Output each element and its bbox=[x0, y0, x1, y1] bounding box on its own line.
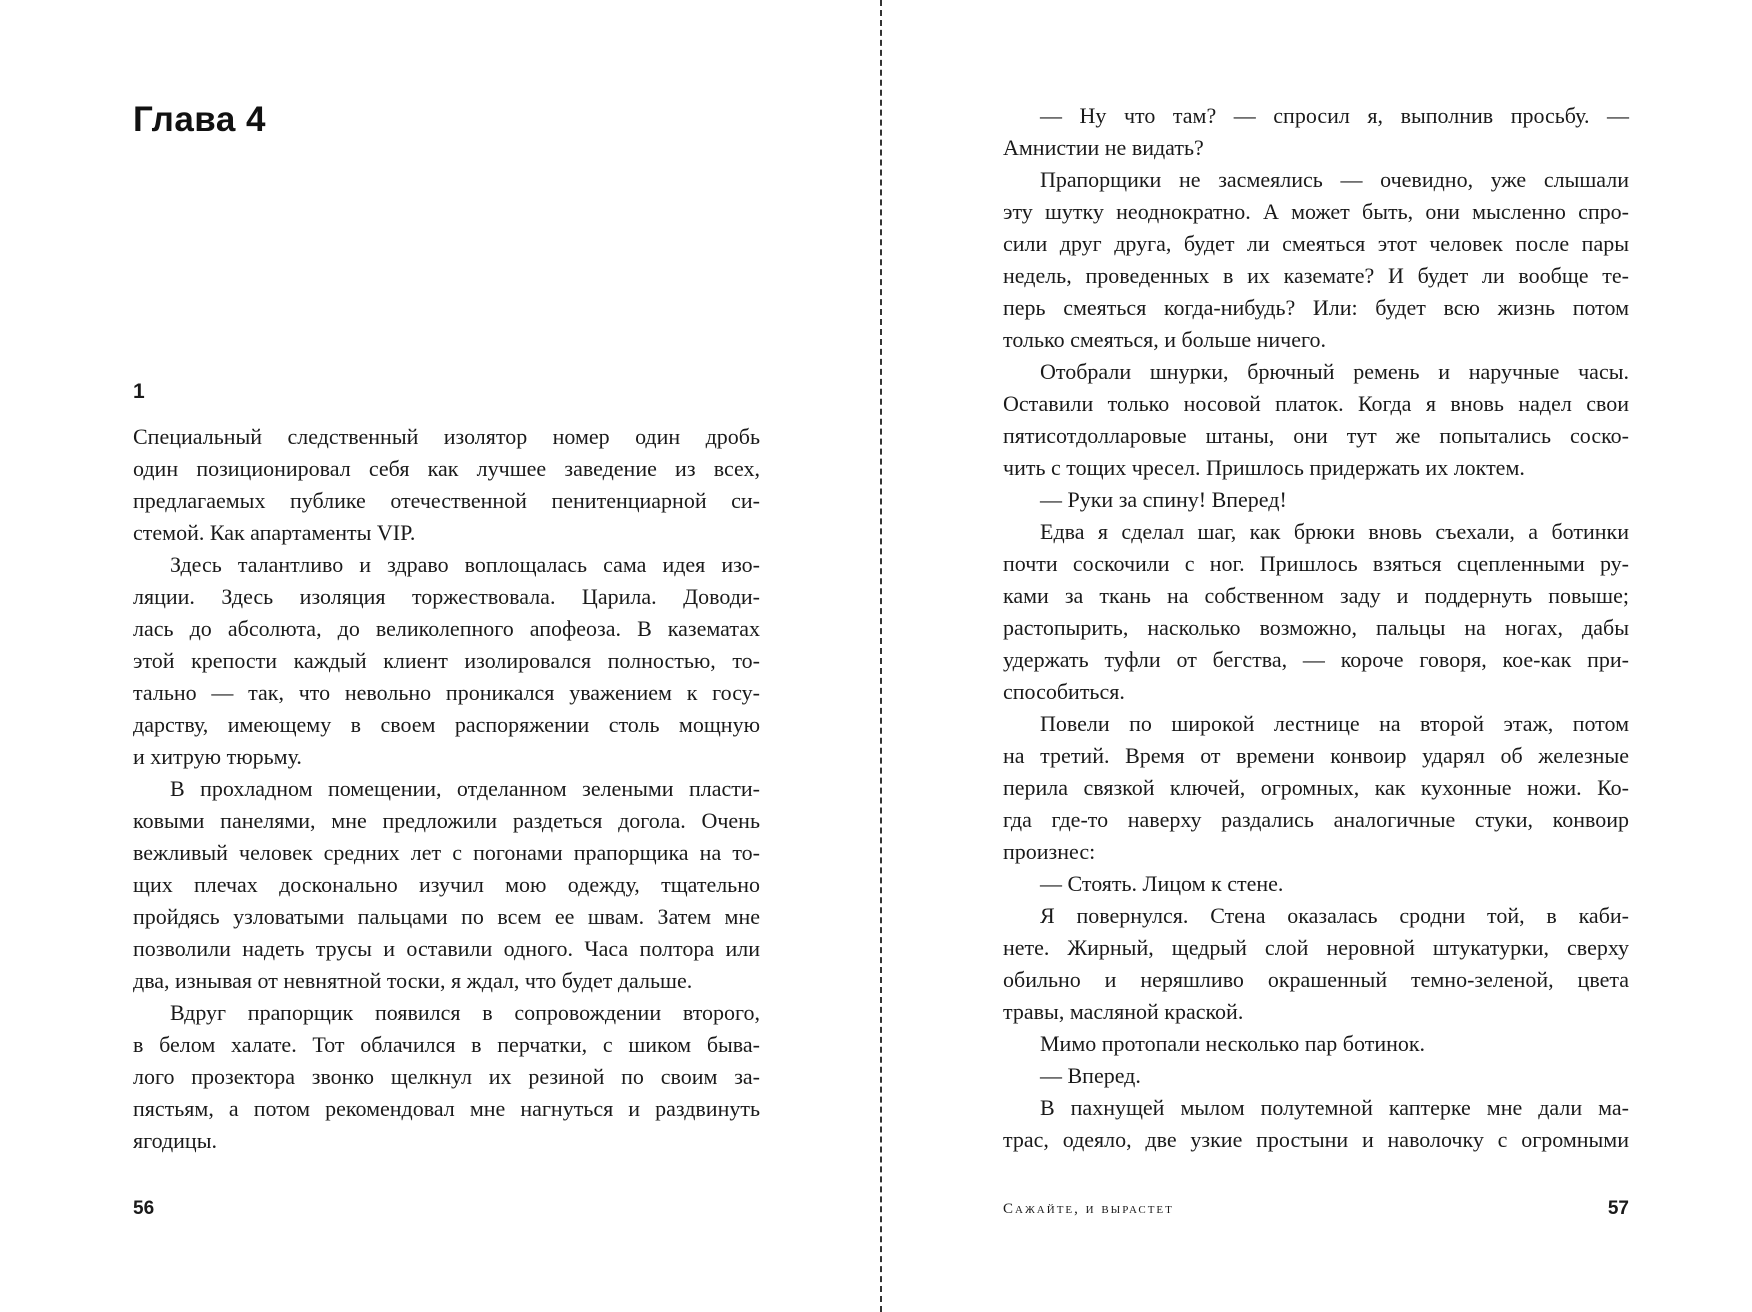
text-line: перь смеяться когда-нибудь? Или: будет всю жизнь потом bbox=[1003, 295, 1629, 320]
paragraph bbox=[1003, 1028, 1629, 1060]
text-line: Амнистии не видать? bbox=[1003, 135, 1204, 160]
text-line: Едва я сделал шаг, как брюки вновь съехали, а ботинки bbox=[1040, 519, 1629, 544]
text-line: дарству, имеющему в своем распоряжении столь мощную bbox=[133, 712, 760, 737]
text-line: стемой. Как апартаменты VIP. bbox=[133, 520, 416, 545]
text-line: Я повернулся. Стена оказалась сродни той, в каби- bbox=[1040, 903, 1629, 928]
text-line: пятисотдолларовые штаны, они тут же попытались соско- bbox=[1003, 423, 1629, 448]
paragraph bbox=[1003, 484, 1629, 516]
text-line: — Стоять. Лицом к стене. bbox=[1040, 871, 1284, 896]
text-line: лого прозектора звонко щелкнул их резиной по своим за- bbox=[133, 1064, 760, 1089]
paragraph bbox=[1003, 100, 1629, 164]
paragraph bbox=[133, 549, 760, 773]
text-line: Здесь талантливо и здраво воплощалась сама идея изо- bbox=[170, 552, 760, 577]
text-line: эту шутку неоднократно. А может быть, они мысленно спро- bbox=[1003, 199, 1629, 224]
text-line: Мимо протопали несколько пар ботинок. bbox=[1040, 1031, 1426, 1056]
paragraph bbox=[1003, 164, 1629, 356]
text-line: ковыми панелями, мне предложили раздеться догола. Очень bbox=[133, 808, 760, 833]
paragraph bbox=[133, 773, 760, 997]
page-spread-divider bbox=[880, 0, 882, 1312]
right-page bbox=[1003, 0, 1629, 1312]
text-line: чить с тощих чресел. Пришлось придержать их локтем. bbox=[1003, 455, 1525, 480]
text-line: в белом халате. Тот облачился в перчатки, с шиком быва- bbox=[133, 1032, 760, 1057]
text-line: позволили надеть трусы и оставили одного. Часа полтора или bbox=[133, 936, 760, 961]
text-line: Специальный следственный изолятор номер один дробь bbox=[133, 424, 760, 449]
text-line: сили друг друга, будет ли смеяться этот человек после пары bbox=[1003, 231, 1629, 256]
paragraph bbox=[1003, 900, 1629, 1028]
text-line: два, изнывая от невнятной тоски, я ждал, что будет дальше. bbox=[133, 968, 693, 993]
text-line: В прохладном помещении, отделанном зелеными пласти- bbox=[170, 776, 760, 801]
text-line: Оставили только носовой платок. Когда я вновь надел свои bbox=[1003, 391, 1629, 416]
text-line: пройдясь узловатыми пальцами по всем ее швам. Затем мне bbox=[133, 904, 760, 929]
text-line: лась до абсолюта, до великолепного апофеоза. В казематах bbox=[133, 616, 760, 641]
left-page-body bbox=[133, 421, 760, 1157]
text-line: один позиционировал себя как лучшее заведение из всех, bbox=[133, 456, 760, 481]
text-line: произнес: bbox=[1003, 839, 1096, 864]
text-line: недель, проведенных в их каземате? И будет ли вообще те- bbox=[1003, 263, 1629, 288]
paragraph bbox=[1003, 516, 1629, 708]
text-line: удержать туфли от бегства, — короче говоря, кое-как при- bbox=[1003, 647, 1629, 672]
running-head: Сажайте, и вырастет bbox=[1003, 1201, 1174, 1217]
text-line: Отобрали шнурки, брючный ремень и наручные часы. bbox=[1040, 359, 1629, 384]
text-line: нете. Жирный, щедрый слой неровной штукатурки, сверху bbox=[1003, 935, 1629, 960]
section-number: 1 bbox=[133, 380, 145, 403]
right-page-body bbox=[1003, 100, 1629, 1156]
paragraph bbox=[133, 421, 760, 549]
page-number-left: 56 bbox=[133, 1198, 155, 1219]
text-line: Повели по широкой лестнице на второй этаж, потом bbox=[1040, 711, 1629, 736]
text-line: трас, одеяло, две узкие простыни и наволочку с огромными bbox=[1003, 1127, 1629, 1152]
text-line: способиться. bbox=[1003, 679, 1125, 704]
text-line: В пахнущей мылом полутемной каптерке мне дали ма- bbox=[1040, 1095, 1629, 1120]
paragraph bbox=[1003, 708, 1629, 868]
text-line: тально — так, что невольно проникался уважением к госу- bbox=[133, 680, 760, 705]
text-line: на третий. Время от времени конвоир ударял об железные bbox=[1003, 743, 1629, 768]
text-line: перила связкой ключей, огромных, как кухонные ножи. Ко- bbox=[1003, 775, 1629, 800]
left-page bbox=[133, 0, 760, 1312]
page-number-right: 57 bbox=[1607, 1198, 1629, 1219]
paragraph bbox=[1003, 1060, 1629, 1092]
text-line: предлагаемых публике отечественной пенитенциарной си- bbox=[133, 488, 760, 513]
text-line: ляции. Здесь изоляция торжествовала. Царила. Доводи- bbox=[133, 584, 760, 609]
text-line: — Ну что там? — спросил я, выполнив просьбу. — bbox=[1040, 103, 1629, 128]
text-line: пястьям, а потом рекомендовал мне нагнуться и раздвинуть bbox=[133, 1096, 760, 1121]
text-line: только смеяться, и больше ничего. bbox=[1003, 327, 1326, 352]
text-line: Прапорщики не засмеялись — очевидно, уже слышали bbox=[1040, 167, 1629, 192]
paragraph bbox=[1003, 868, 1629, 900]
text-line: гда где-то наверху раздались аналогичные стуки, конвоир bbox=[1003, 807, 1629, 832]
text-line: и хитрую тюрьму. bbox=[133, 744, 302, 769]
text-line: ками за ткань на собственном заду и поддернуть повыше; bbox=[1003, 583, 1629, 608]
text-line: обильно и неряшливо окрашенный темно-зеленой, цвета bbox=[1003, 967, 1629, 992]
text-line: растопырить, насколько возможно, пальцы на ногах, дабы bbox=[1003, 615, 1629, 640]
text-line: — Вперед. bbox=[1040, 1063, 1141, 1088]
text-line: ягодицы. bbox=[133, 1128, 217, 1153]
text-line: травы, масляной краской. bbox=[1003, 999, 1244, 1024]
text-line: — Руки за спину! Вперед! bbox=[1040, 487, 1287, 512]
text-line: почти соскочили с ног. Пришлось взяться сцепленными ру- bbox=[1003, 551, 1629, 576]
text-line: вежливый человек средних лет с погонами прапорщика на то- bbox=[133, 840, 760, 865]
text-line: этой крепости каждый клиент изолировался полностью, то- bbox=[133, 648, 760, 673]
chapter-title: Глава 4 bbox=[133, 100, 267, 139]
text-line: Вдруг прапорщик появился в сопровождении второго, bbox=[170, 1000, 760, 1025]
paragraph bbox=[1003, 356, 1629, 484]
paragraph bbox=[133, 997, 760, 1157]
text-line: щих плечах досконально изучил мою одежду, тщательно bbox=[133, 872, 760, 897]
paragraph bbox=[1003, 1092, 1629, 1156]
